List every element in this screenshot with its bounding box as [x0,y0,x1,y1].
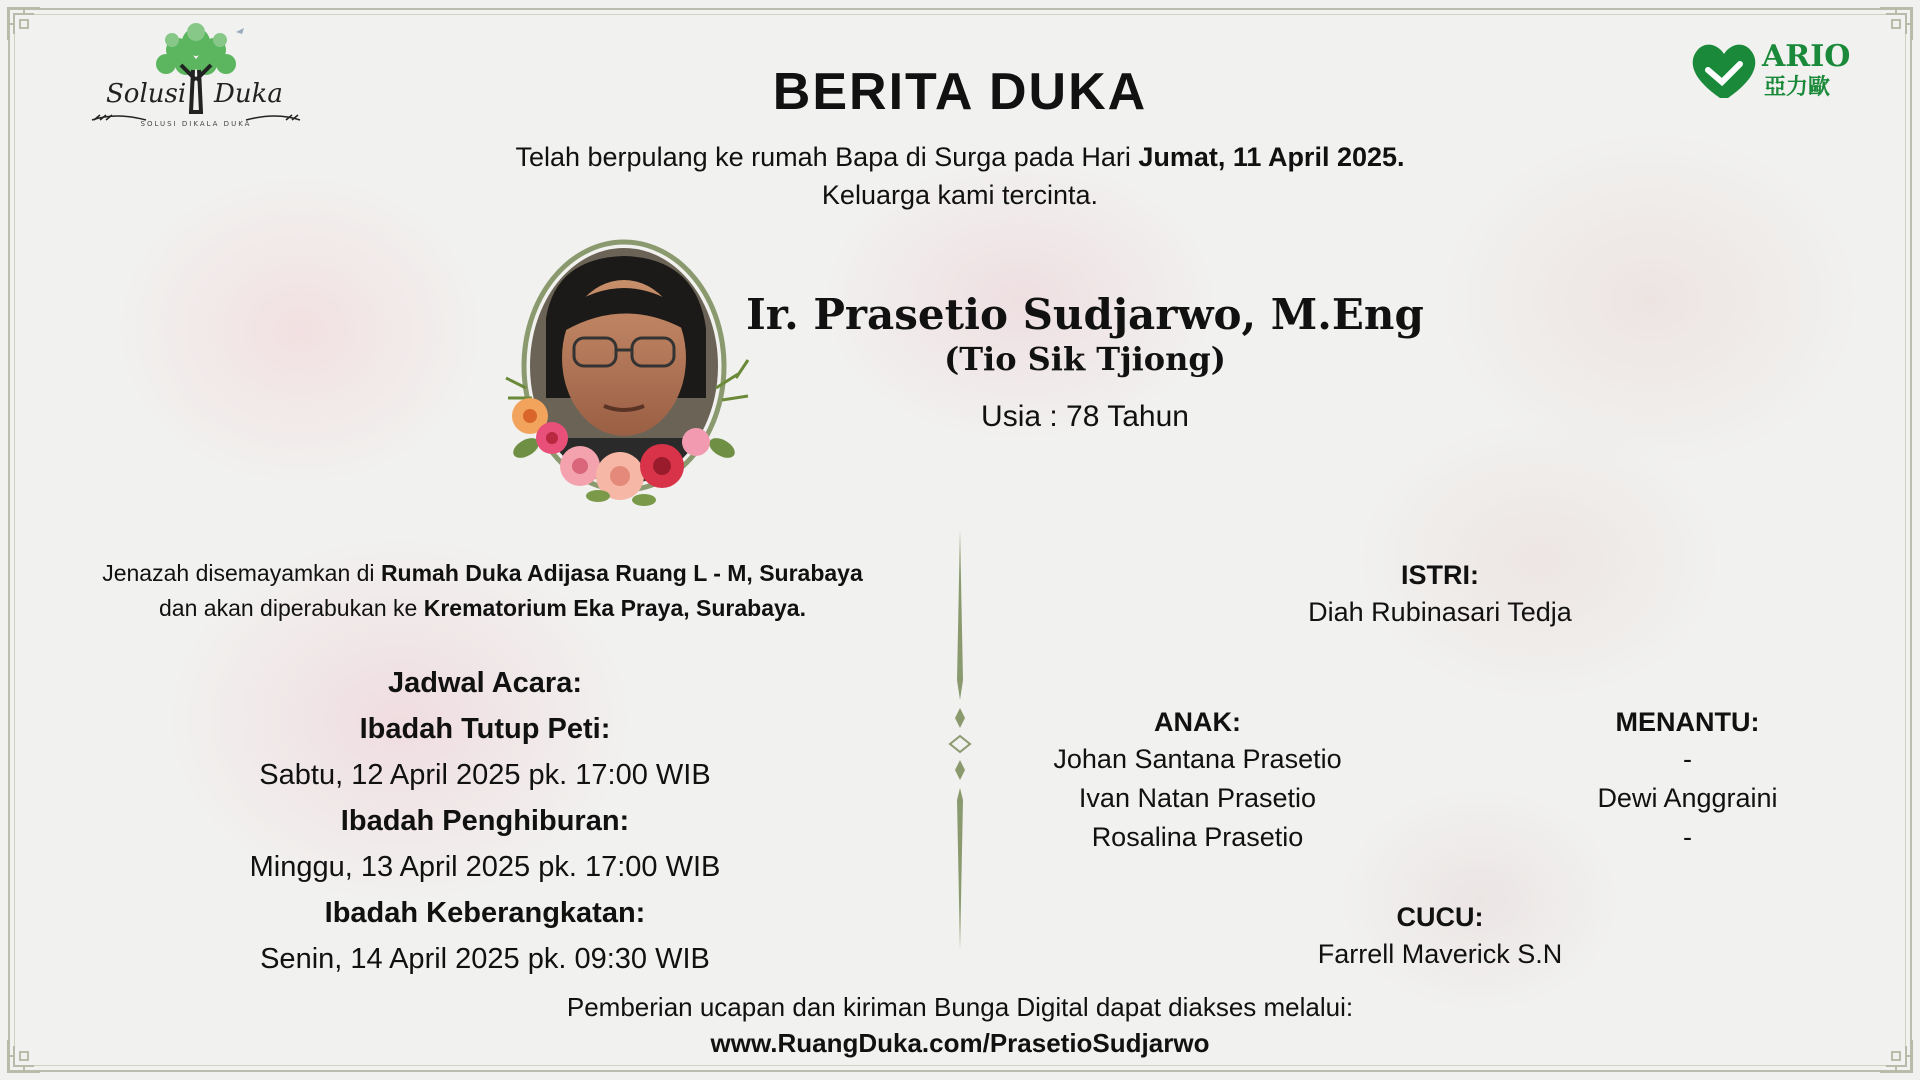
funeral-home: Rumah Duka Adijasa Ruang L - M, Surabaya [380,560,863,586]
svg-text:Solusi: Solusi [106,79,187,109]
child-name: Johan Santana Prasetio [1053,744,1342,774]
divider-ornament [940,530,980,950]
grandchildren-label: CUCU: [1396,902,1484,932]
footer-text: Pemberian ucapan dan kiriman Bunga Digital dapat diakses melalui: [566,992,1354,1022]
inlaw-name: - [1683,822,1692,852]
intro-line1: Telah berpulang ke rumah Bapa di Surga pada Hari [515,142,1139,172]
svg-text:SOLUSI DIKALA DUKA: SOLUSI DIKALA DUKA [140,120,252,128]
footer-link[interactable]: www.RuangDuka.com/PrasetioSudjarwo [710,1028,1210,1058]
inlaw-name: - [1683,744,1692,774]
portrait-photo [486,238,766,518]
wife-name: Diah Rubinasari Tedja [1308,597,1572,627]
page-title: BERITA DUKA [772,63,1148,121]
children-section [1000,707,1395,857]
location-line2-prefix: dan akan diperabukan ke [159,595,424,621]
deceased-alias: (Tio Sik Tjiong) [944,340,1226,378]
event-name: Ibadah Penghiburan: [340,805,630,837]
event-time: Minggu, 13 April 2025 pk. 17:00 WIB [249,851,721,883]
event-time: Sabtu, 12 April 2025 pk. 17:00 WIB [259,759,711,791]
inlaws-label: MENANTU: [1615,707,1760,737]
funeral-location [40,556,925,626]
intro-text [0,138,1920,214]
svg-text:Duka: Duka [214,79,283,109]
crematorium: Krematorium Eka Praya, Surabaya. [423,595,806,621]
wife-label: ISTRI: [1401,560,1479,590]
deceased-age: Usia : 78 Tahun [981,400,1189,433]
inlaw-name: Dewi Anggraini [1597,783,1778,813]
corner-ornament-icon [1876,4,1916,44]
svg-text:ARIO: ARIO [1762,39,1851,74]
event-schedule [185,660,785,982]
schedule-heading: Jadwal Acara: [388,667,582,699]
intro-line2: Keluarga kami tercinta. [821,180,1099,210]
child-name: Rosalina Prasetio [1091,822,1304,852]
child-name: Ivan Natan Prasetio [1078,783,1317,813]
corner-ornament-icon [4,4,44,44]
event-name: Ibadah Tutup Peti: [359,713,611,745]
location-line1-prefix: Jenazah disemayamkan di [102,560,381,586]
deceased-name: Ir. Prasetio Sudjarwo, M.Eng [746,290,1424,339]
event-name: Ibadah Keberangkatan: [324,897,646,929]
wife-section [1240,560,1640,632]
event-time: Senin, 14 April 2025 pk. 09:30 WIB [260,943,710,975]
grandchildren-section [1240,902,1640,974]
inlaws-section [1500,707,1875,857]
grandchild-name: Farrell Maverick S.N [1317,939,1563,969]
children-label: ANAK: [1154,707,1241,737]
svg-text:亞力歐: 亞力歐 [1764,75,1831,100]
death-date: Jumat, 11 April 2025. [1138,142,1405,172]
